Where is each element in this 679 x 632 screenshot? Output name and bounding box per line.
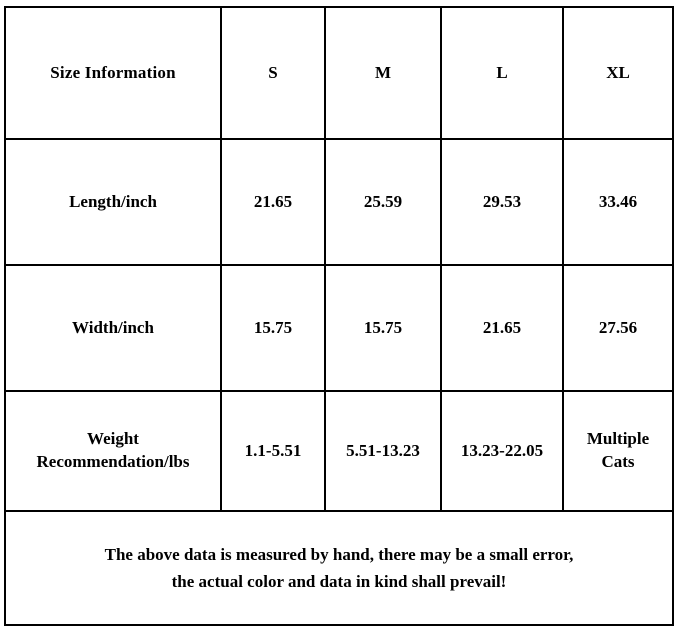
weight-value-l: 13.23-22.05 — [441, 391, 563, 511]
row-label-width: Width/inch — [5, 265, 221, 391]
weight-label-line1: Weight — [87, 429, 139, 449]
length-value-xl: 33.46 — [563, 139, 673, 265]
header-size-information: Size Information — [5, 7, 221, 139]
width-value-xl: 27.56 — [563, 265, 673, 391]
width-value-s: 15.75 — [221, 265, 325, 391]
disclaimer-line2: the actual color and data in kind shall prevail! — [171, 572, 507, 591]
table-row — [5, 139, 673, 265]
length-value-l: 29.53 — [441, 139, 563, 265]
weight-value-xl-line2: Cats — [601, 452, 635, 471]
weight-value-xl — [563, 391, 673, 511]
measurement-disclaimer — [5, 511, 673, 625]
table-row — [5, 391, 673, 511]
size-information-table — [4, 6, 674, 626]
header-size-xl: XL — [563, 7, 673, 139]
header-size-l: L — [441, 7, 563, 139]
table-header-row — [5, 7, 673, 139]
row-label-weight-recommendation — [5, 391, 221, 511]
table-note-row — [5, 511, 673, 625]
header-size-s: S — [221, 7, 325, 139]
length-value-m: 25.59 — [325, 139, 441, 265]
width-value-m: 15.75 — [325, 265, 441, 391]
weight-label-line2: Recommendation/lbs — [36, 452, 190, 471]
disclaimer-line1: The above data is measured by hand, there may be a small error, — [104, 544, 574, 564]
length-value-s: 21.65 — [221, 139, 325, 265]
weight-value-s: 1.1-5.51 — [221, 391, 325, 511]
header-size-m: M — [325, 7, 441, 139]
table-row — [5, 265, 673, 391]
width-value-l: 21.65 — [441, 265, 563, 391]
weight-value-xl-line1: Multiple — [586, 429, 650, 449]
row-label-length: Length/inch — [5, 139, 221, 265]
weight-value-m: 5.51-13.23 — [325, 391, 441, 511]
